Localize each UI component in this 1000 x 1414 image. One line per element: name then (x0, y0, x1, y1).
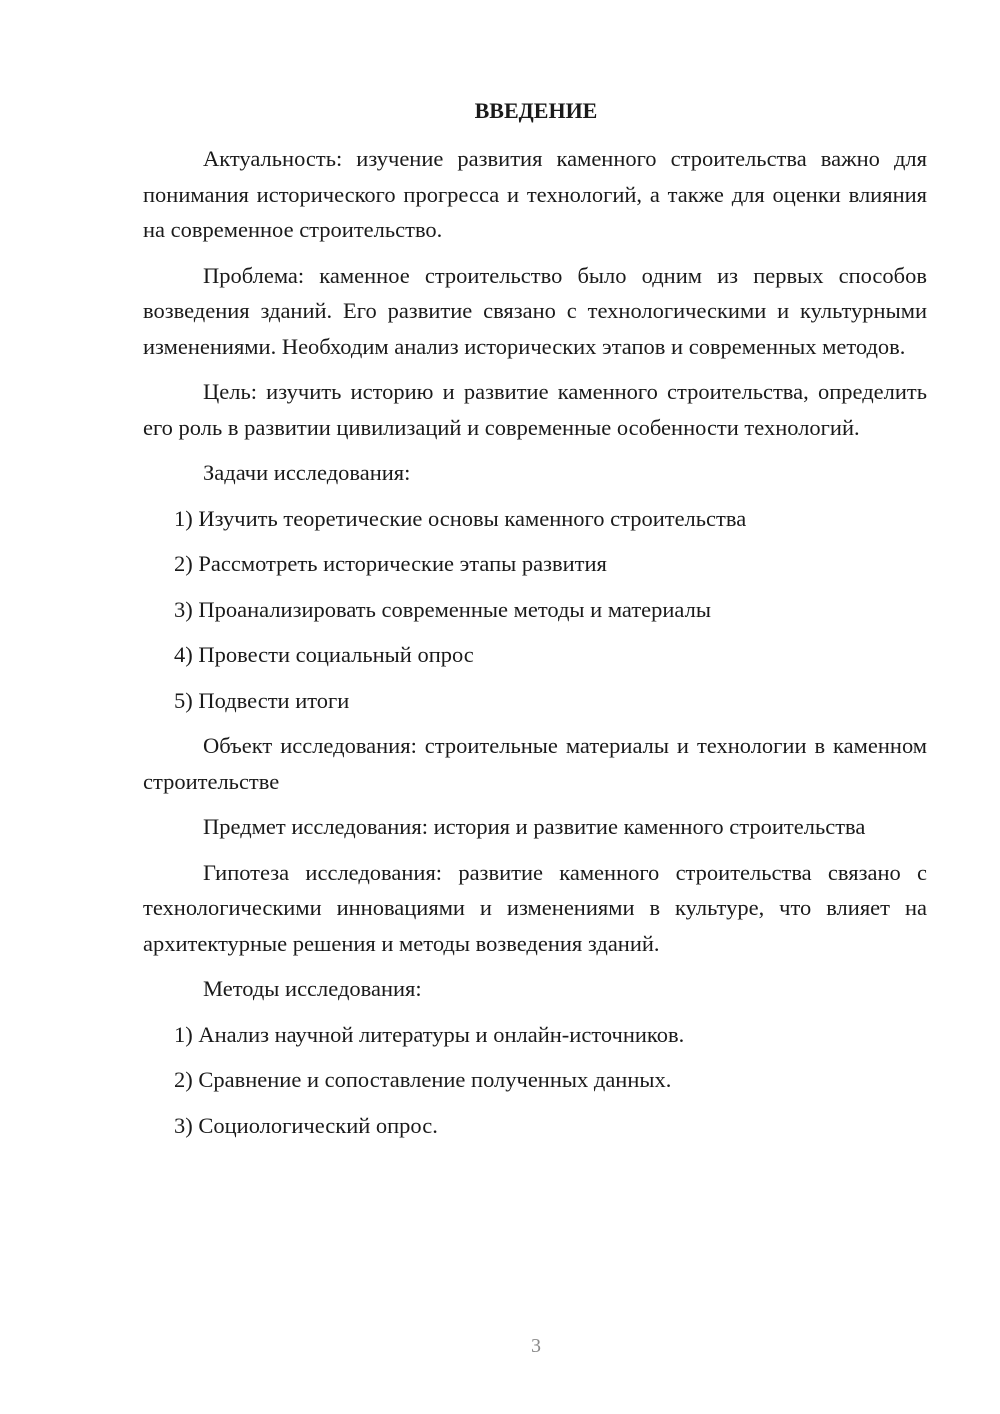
problem-paragraph: Проблема: каменное строительство было одним из первых способов возведения зданий. Его развитие связано с технологическими и культурными изменениями. Необходим анализ исторических этапов и современных методов. (143, 262, 927, 359)
list-item: 1) Изучить теоретические основы каменного строительства (174, 505, 747, 531)
methods-heading: Методы исследования: (203, 976, 422, 1001)
tasks-list (143, 501, 927, 719)
list-item: 2) Сравнение и сопоставление полученных данных. (174, 1067, 672, 1092)
section-body (143, 141, 927, 1153)
list-item: 3) Проанализировать современные методы и материалы (174, 596, 711, 622)
relevance-paragraph: Актуальность: изучение развития каменного строительства важно для понимания исторического прогресса и технологий, а также для оценки влияния на современное строительство. (143, 146, 927, 242)
page-number: 3 (531, 1335, 541, 1357)
subject-paragraph: Предмет исследования: история и развитие каменного строительства (203, 814, 866, 839)
goal-paragraph: Цель: изучить историю и развитие каменного строительства, определить его роль в развитии цивилизаций и современные особенности технологий. (143, 379, 927, 440)
section-title: ВВЕДЕНИЕ (474, 98, 598, 123)
list-item: 4) Провести социальный опрос (174, 642, 474, 667)
list-item: 2) Рассмотреть исторические этапы развития (174, 551, 607, 576)
hypothesis-paragraph: Гипотеза исследования: развитие каменного строительства связано с технологическими инновациями и изменениями в культуре, что влияет на архитектурные решения и методы возведения зданий. (143, 859, 927, 956)
list-item: 1) Анализ научной литературы и онлайн-источников. (174, 1021, 685, 1047)
object-paragraph: Объект исследования: строительные материалы и технологии в каменном строительстве (143, 733, 927, 794)
list-item: 3) Социологический опрос. (174, 1112, 438, 1138)
list-item: 5) Подвести итоги (174, 687, 350, 713)
methods-list (143, 1017, 927, 1144)
tasks-heading: Задачи исследования: (203, 460, 411, 485)
